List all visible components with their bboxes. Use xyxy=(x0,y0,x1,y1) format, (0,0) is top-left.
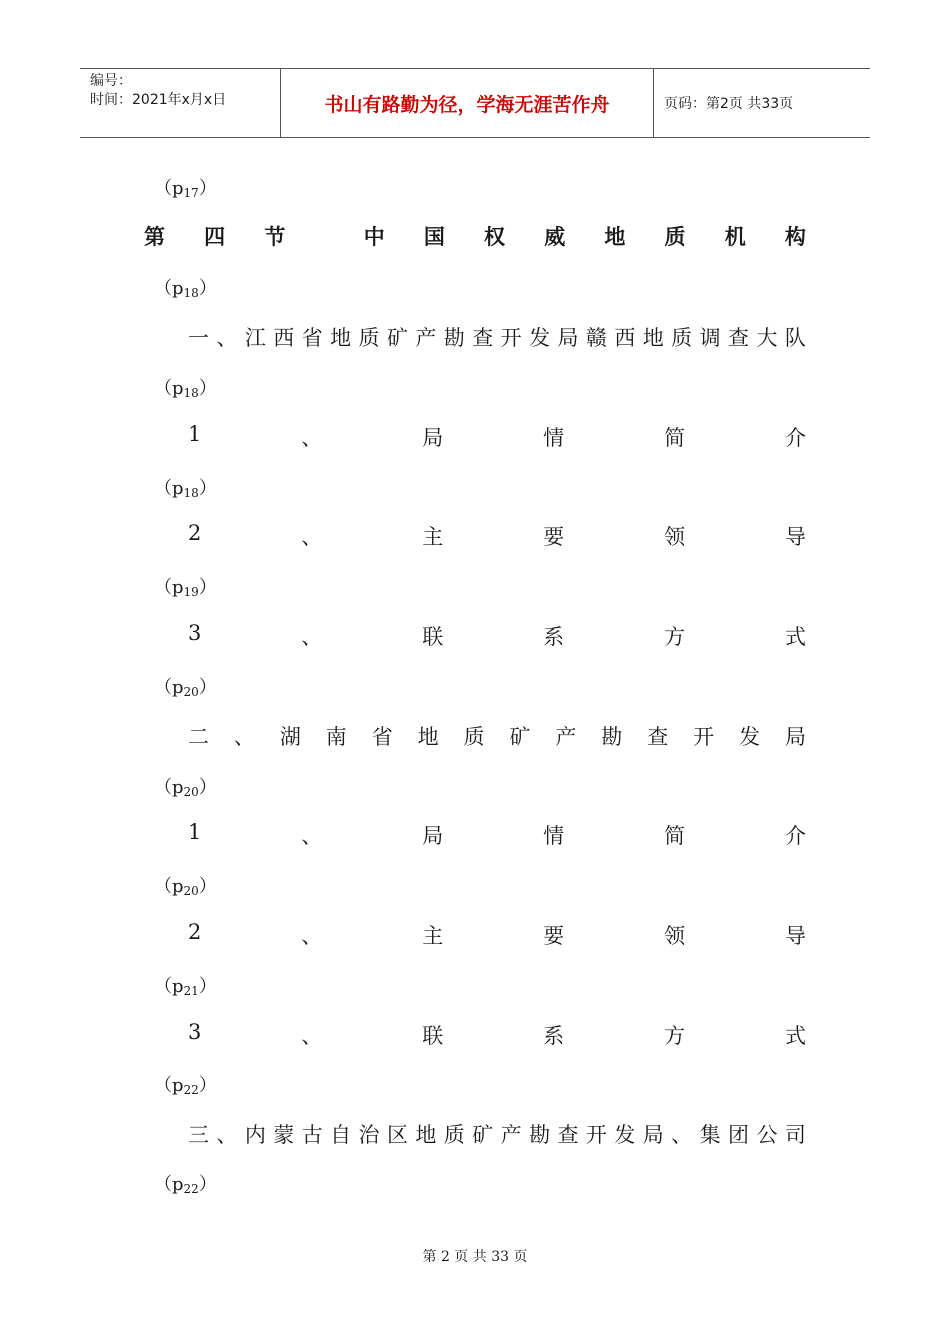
char: 二 xyxy=(188,725,209,749)
char: 、 xyxy=(301,1024,323,1048)
char: 产 xyxy=(415,326,437,350)
char: 系 xyxy=(543,1024,565,1048)
char: 西 xyxy=(273,326,295,350)
char: 省 xyxy=(371,725,393,749)
char: 一 xyxy=(188,326,209,350)
char: 开 xyxy=(693,725,715,749)
char: 产 xyxy=(555,725,577,749)
char: 队 xyxy=(784,326,806,350)
char: 第 xyxy=(144,224,165,249)
char: 1 xyxy=(188,820,202,844)
char: 2 xyxy=(188,521,202,545)
char: 发 xyxy=(614,1123,636,1147)
char: 三 xyxy=(188,1123,209,1147)
char: 、 xyxy=(216,1123,238,1147)
char: 、 xyxy=(301,824,323,848)
page-ref: $(p_{18})$ xyxy=(154,478,217,500)
char: 质 xyxy=(463,725,485,749)
section-title xyxy=(144,221,806,251)
char: 司 xyxy=(784,1123,806,1147)
char: 节 xyxy=(264,224,286,249)
toc-item-jiangxi xyxy=(188,322,806,352)
char: 开 xyxy=(585,1123,607,1147)
char: 局 xyxy=(422,824,444,848)
char: 式 xyxy=(784,625,806,649)
page-ref: $(p_{20})$ xyxy=(154,777,217,799)
char: 勘 xyxy=(601,725,623,749)
char: 四 xyxy=(204,224,226,249)
char: 国 xyxy=(423,224,445,249)
page-ref: $(p_{18})$ xyxy=(154,378,217,400)
char: 、 xyxy=(233,725,255,749)
char: 区 xyxy=(386,1123,408,1147)
header-page-info: 页码：第2页 共33页 xyxy=(664,96,794,112)
char: 情 xyxy=(543,824,565,848)
char: 查 xyxy=(647,725,669,749)
char: 查 xyxy=(472,326,494,350)
toc-item-hunan xyxy=(188,721,806,751)
page-ref: $(p_{20})$ xyxy=(154,677,217,699)
page-ref: $(p_{18})$ xyxy=(154,278,217,300)
char: 简 xyxy=(664,426,686,450)
char: 质 xyxy=(358,326,380,350)
char: 领 xyxy=(664,924,686,948)
char: 古 xyxy=(301,1123,323,1147)
char: 导 xyxy=(784,525,806,549)
char: 发 xyxy=(529,326,551,350)
header-motto: 书山有路勤为径，学海无涯苦作舟 xyxy=(281,69,654,137)
char: 情 xyxy=(543,426,565,450)
char: 要 xyxy=(543,924,565,948)
char: 江 xyxy=(244,326,266,350)
char: 3 xyxy=(188,621,202,645)
char: 勘 xyxy=(529,1123,551,1147)
char: 查 xyxy=(557,1123,579,1147)
char: 省 xyxy=(301,326,323,350)
char: 、 xyxy=(301,924,323,948)
char: 质 xyxy=(664,224,686,249)
char: 开 xyxy=(500,326,522,350)
char: 3 xyxy=(188,1020,202,1044)
char: 局 xyxy=(642,1123,664,1147)
char: 方 xyxy=(664,1024,686,1048)
char: 、 xyxy=(301,426,323,450)
toc-item-inner-mongolia xyxy=(188,1119,806,1149)
char: 简 xyxy=(664,824,686,848)
char: 方 xyxy=(664,625,686,649)
char: 要 xyxy=(543,525,565,549)
toc-item-jiangxi-intro xyxy=(188,422,806,452)
char: 大 xyxy=(756,326,778,350)
char: 威 xyxy=(544,224,566,249)
page-ref: $(p_{22})$ xyxy=(154,1075,217,1097)
char: 团 xyxy=(728,1123,750,1147)
char: 地 xyxy=(330,326,352,350)
char: 蒙 xyxy=(273,1123,295,1147)
page-footer: 第 2 页 共 33 页 xyxy=(422,1249,528,1265)
char: 湖 xyxy=(279,725,301,749)
char: 1 xyxy=(188,422,202,446)
toc-item-jiangxi-leaders xyxy=(188,521,806,551)
document-number: 编号： xyxy=(90,73,132,89)
char: 调 xyxy=(699,326,721,350)
char: 构 xyxy=(784,224,806,249)
char: 矿 xyxy=(509,725,531,749)
toc-item-hunan-intro xyxy=(188,820,806,850)
char: 导 xyxy=(784,924,806,948)
header-meta xyxy=(80,69,281,137)
char: 2 xyxy=(188,920,202,944)
char: 、 xyxy=(301,625,323,649)
char: 介 xyxy=(784,426,806,450)
char: 矿 xyxy=(386,326,408,350)
char: 式 xyxy=(784,1024,806,1048)
char: 公 xyxy=(756,1123,778,1147)
toc-item-hunan-leaders xyxy=(188,920,806,950)
char: 主 xyxy=(422,525,444,549)
char: 介 xyxy=(784,824,806,848)
char: 治 xyxy=(358,1123,380,1147)
char: 、 xyxy=(671,1123,693,1147)
page-ref: $(p_{17})$ xyxy=(154,178,217,200)
char: 联 xyxy=(422,625,444,649)
char: 、 xyxy=(301,525,323,549)
char: 地 xyxy=(417,725,439,749)
page-ref: $(p_{22})$ xyxy=(154,1174,217,1196)
page-header xyxy=(80,68,870,138)
toc-item-hunan-contact xyxy=(188,1020,806,1050)
page-ref: $(p_{20})$ xyxy=(154,876,217,898)
page-ref: $(p_{21})$ xyxy=(154,976,217,998)
char: 自 xyxy=(330,1123,352,1147)
char: 内 xyxy=(244,1123,266,1147)
char: 系 xyxy=(543,625,565,649)
char: 勘 xyxy=(443,326,465,350)
char: 地 xyxy=(415,1123,437,1147)
char: 矿 xyxy=(472,1123,494,1147)
char: 联 xyxy=(422,1024,444,1048)
toc-item-jiangxi-contact xyxy=(188,621,806,651)
char: 产 xyxy=(500,1123,522,1147)
char: 地 xyxy=(604,224,626,249)
char: 西 xyxy=(614,326,636,350)
char: 发 xyxy=(739,725,761,749)
char: 质 xyxy=(671,326,693,350)
char: 局 xyxy=(557,326,579,350)
char: 中 xyxy=(363,224,385,249)
char: 赣 xyxy=(585,326,607,350)
char: 机 xyxy=(724,224,746,249)
char: 、 xyxy=(216,326,238,350)
char: 地 xyxy=(642,326,664,350)
char: 质 xyxy=(443,1123,465,1147)
char: 查 xyxy=(728,326,750,350)
char: 南 xyxy=(325,725,347,749)
char: 局 xyxy=(784,725,806,749)
char: 局 xyxy=(422,426,444,450)
document-date: 时间：2021年x月x日 xyxy=(90,92,227,108)
char: 主 xyxy=(422,924,444,948)
char: 权 xyxy=(484,224,506,249)
page-ref: $(p_{19})$ xyxy=(154,577,217,599)
char: 集 xyxy=(699,1123,721,1147)
char: 领 xyxy=(664,525,686,549)
